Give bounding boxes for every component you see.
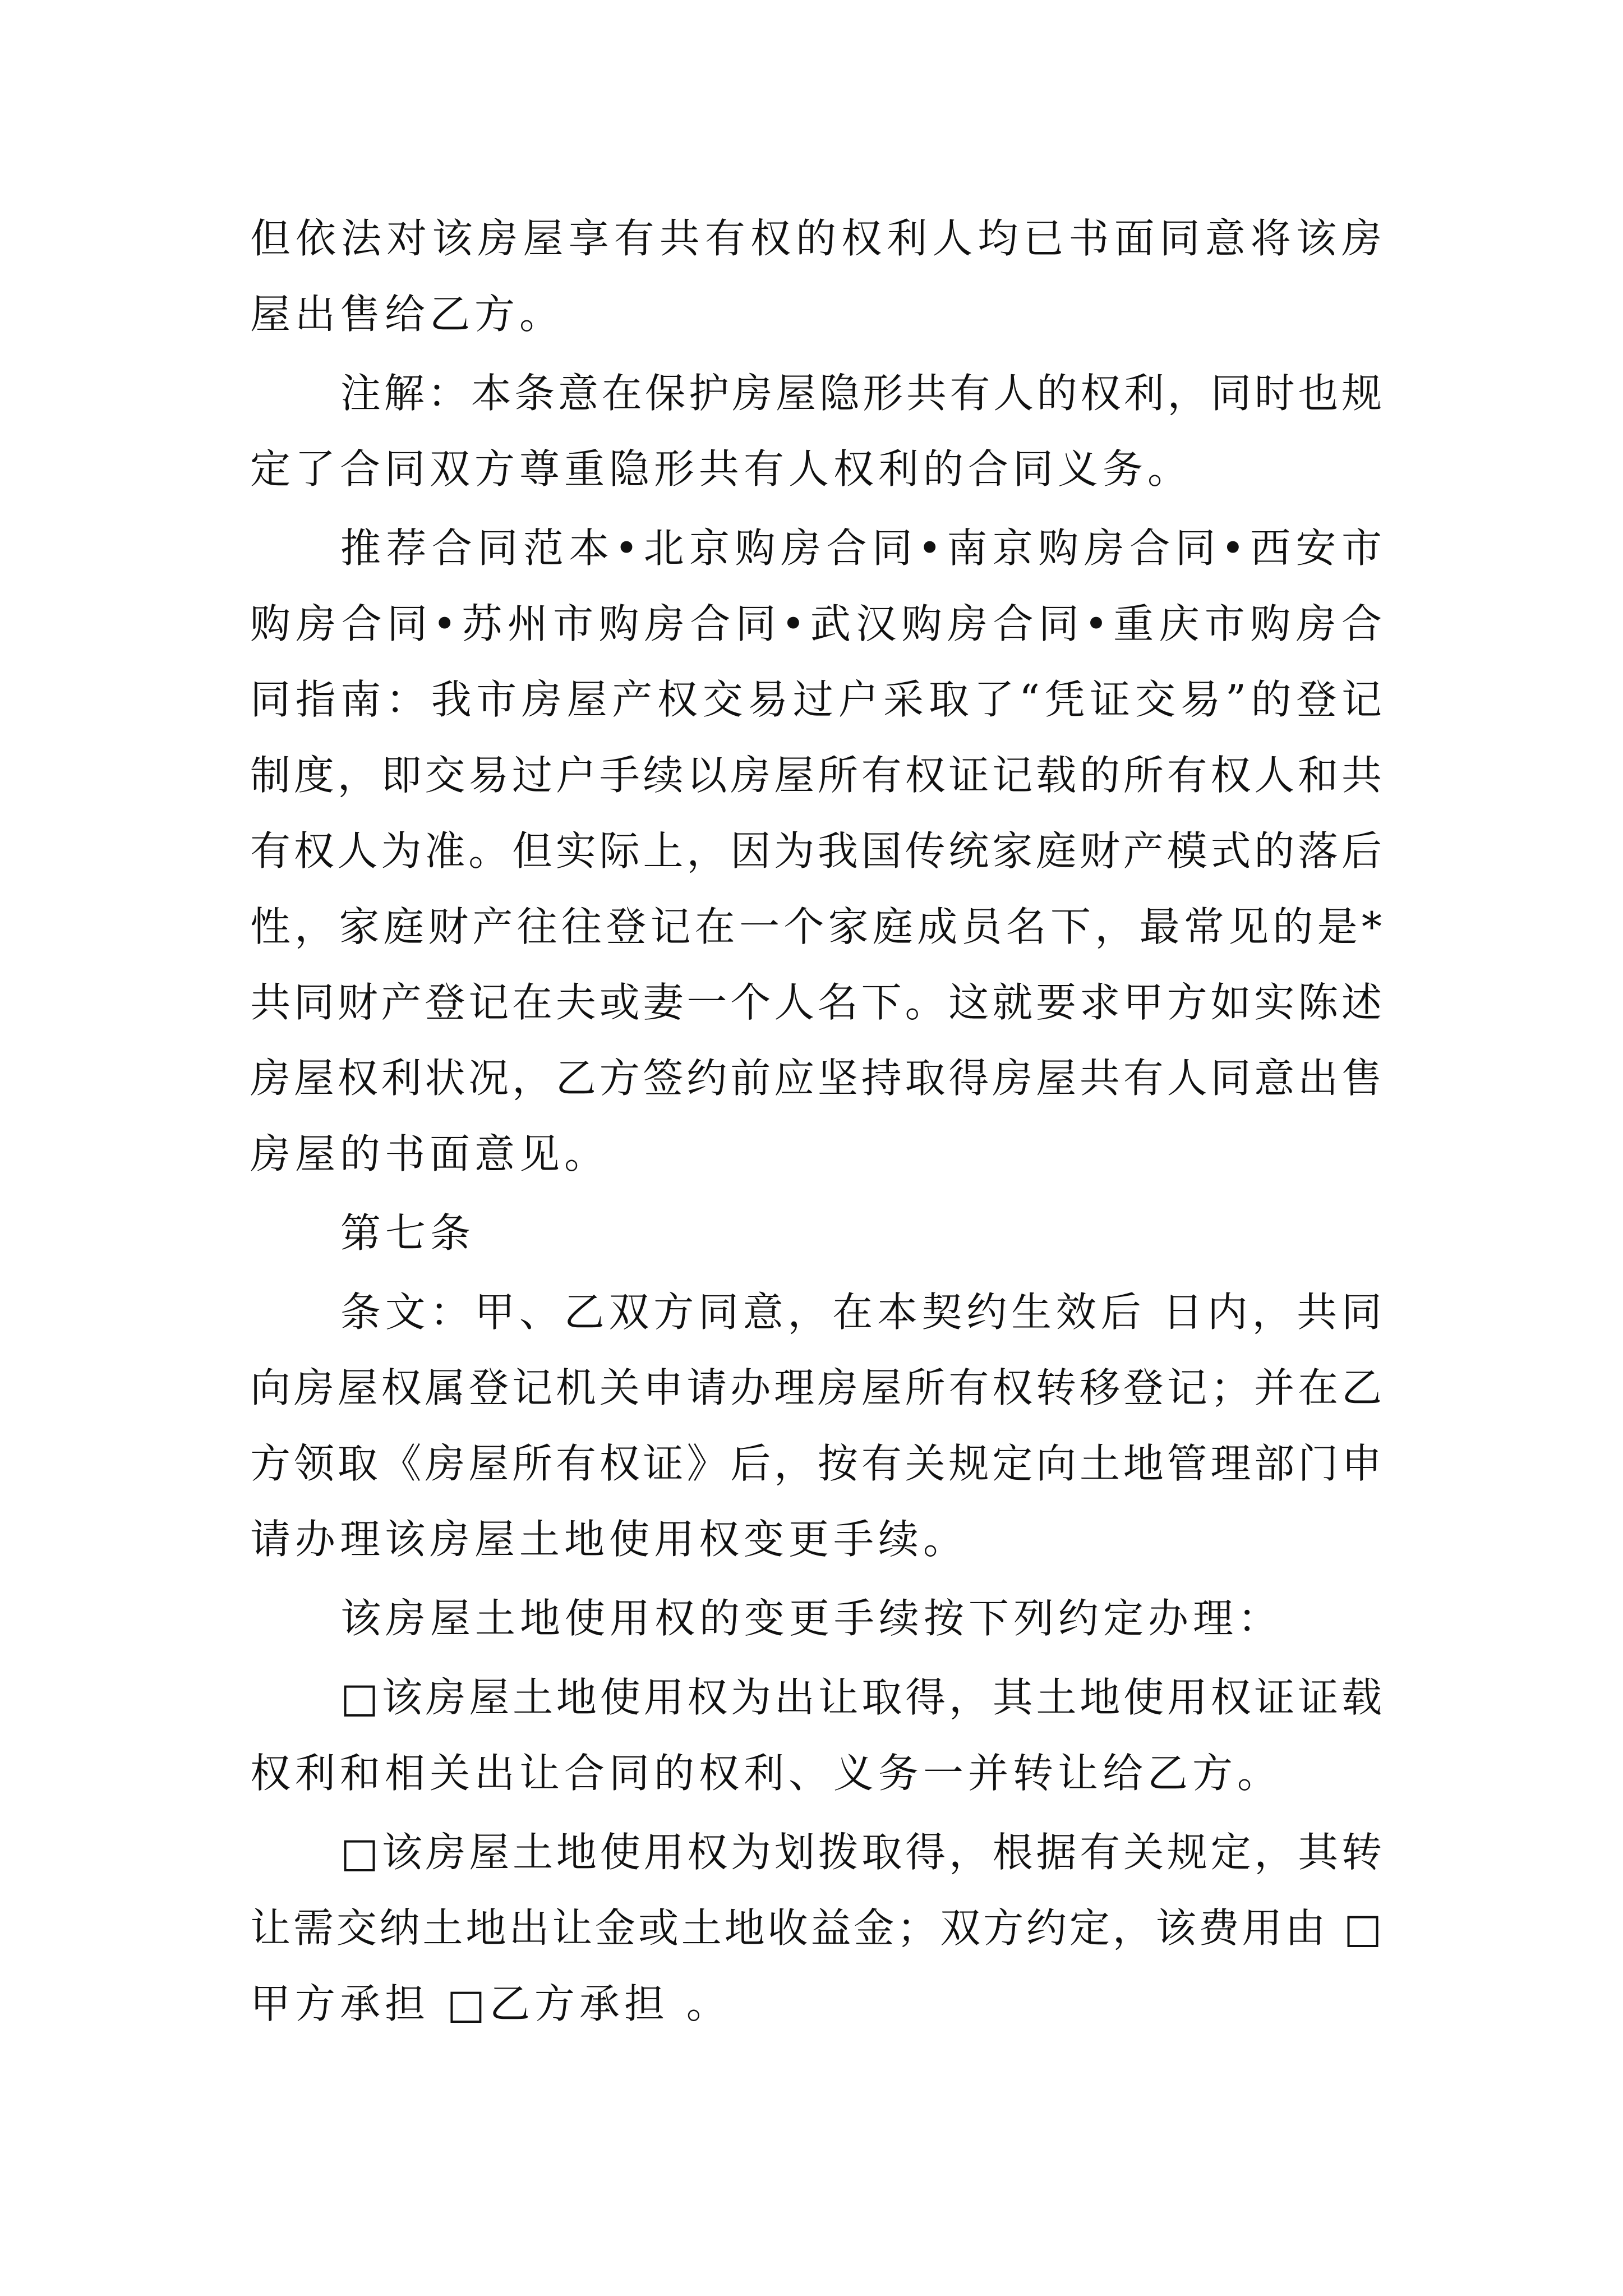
text-line: 推荐合同范本•北京购房合同•南京购房合同•西安市 <box>340 524 1382 572</box>
text-line: 该房屋土地使用权的变更手续按下列约定办理： <box>340 1595 1283 1642</box>
text-line: 有权人为准。但实际上，因为我国传统家庭财产模式的落后 <box>250 827 1382 875</box>
text-line: 购房合同•苏州市购房合同•武汉购房合同•重庆市购房合 <box>250 600 1382 647</box>
paragraph <box>250 1274 1382 1577</box>
text-line: 但依法对该房屋享有共有权的权利人均已书面同意将该房 <box>250 215 1382 262</box>
text-line: 同指南：我市房屋产权交易过户采取了“凭证交易”的登记 <box>250 676 1382 723</box>
text-line: 向房屋权属登记机关申请办理房屋所有权转移登记；并在乙 <box>250 1364 1382 1411</box>
text-line: 房屋的书面意见。 <box>250 1130 610 1177</box>
text-line: 性，家庭财产往往登记在一个家庭成员名下，最常见的是* <box>250 903 1382 950</box>
article-heading: 第七条 <box>340 1209 476 1257</box>
text-line: 甲方承担 □乙方承担 。 <box>250 1980 731 2027</box>
checkbox-option-line: □该房屋土地使用权为出让取得，其土地使用权证证载 <box>340 1674 1382 1721</box>
checkbox-option-line: □该房屋土地使用权为划拨取得，根据有关规定，其转 <box>340 1829 1382 1876</box>
text-line: 方领取《房屋所有权证》后，按有关规定向土地管理部门申 <box>250 1440 1382 1487</box>
text-line: 共同财产登记在夫或妻一个人名下。这就要求甲方如实陈述 <box>250 979 1382 1026</box>
document-page <box>250 201 1382 2045</box>
text-line: 让需交纳土地出让金或土地收益金；双方约定，该费用由 □ <box>250 1904 1382 1952</box>
text-line: 条文：甲、乙双方同意，在本契约生效后 日内，共同 <box>340 1289 1382 1336</box>
text-line: 定了合同双方尊重隐形共有人权利的合同义务。 <box>250 445 1193 493</box>
text-line: 屋出售给乙方。 <box>250 291 565 338</box>
text-line: 请办理该房屋土地使用权变更手续。 <box>250 1516 969 1563</box>
paragraph <box>250 356 1382 507</box>
paragraph <box>250 510 1382 1192</box>
paragraph <box>250 1815 1382 2042</box>
text-line: 制度，即交易过户手续以房屋所有权证记载的所有权人和共 <box>250 752 1382 799</box>
text-line: 注解：本条意在保护房屋隐形共有人的权利，同时也规 <box>340 370 1382 417</box>
paragraph <box>250 201 1382 352</box>
paragraph <box>250 1581 1382 1657</box>
text-line: 房屋权利状况，乙方签约前应坚持取得房屋共有人同意出售 <box>250 1055 1382 1102</box>
paragraph <box>250 1660 1382 1811</box>
paragraph <box>250 1195 1382 1271</box>
text-line: 权利和相关出让合同的权利、义务一并转让给乙方。 <box>250 1750 1283 1797</box>
